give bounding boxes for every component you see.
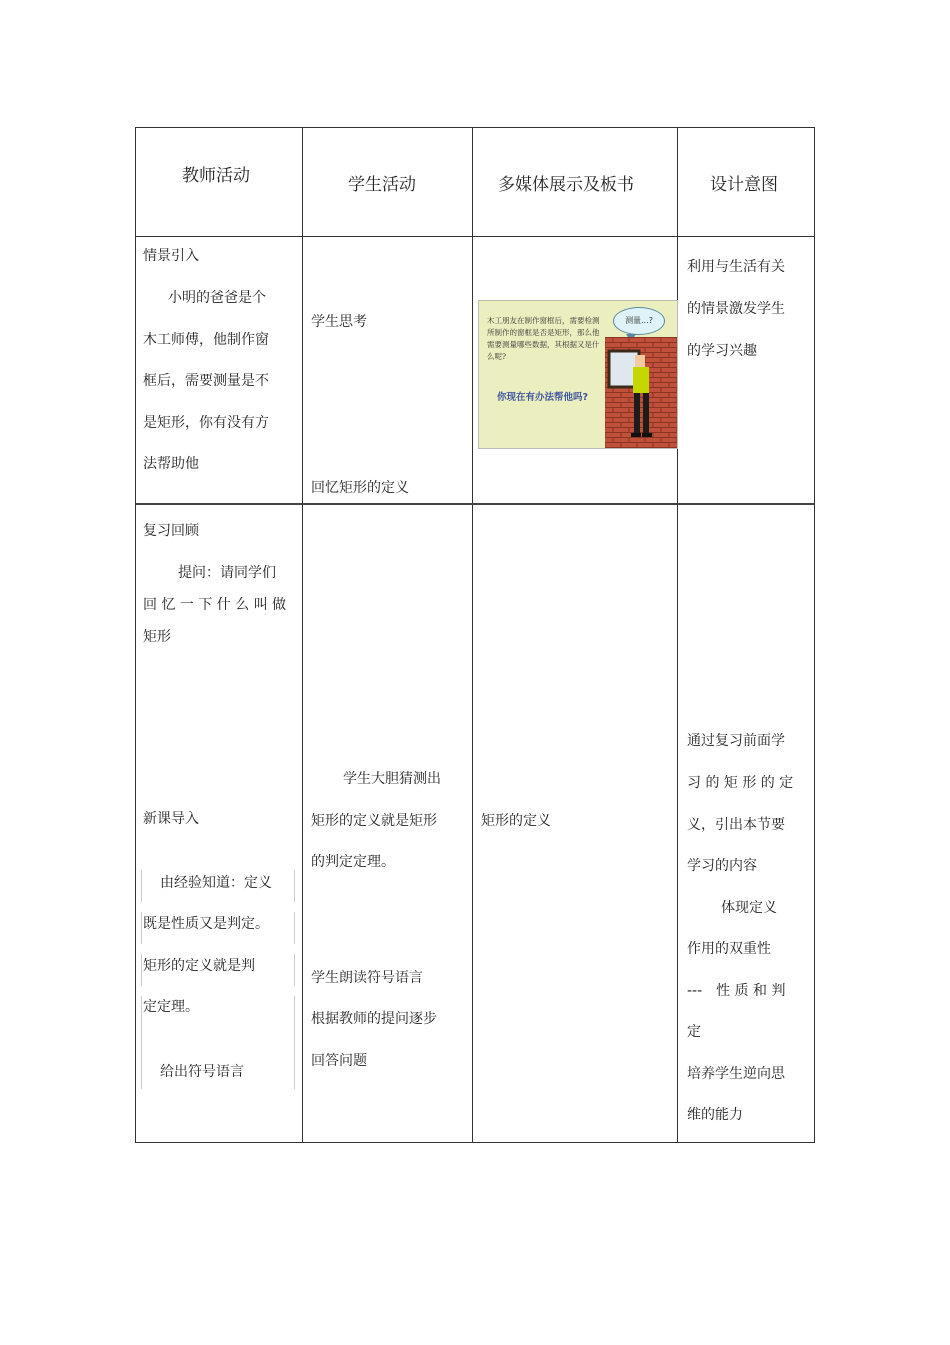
intent-text: 培养学生逆向思 [687, 1066, 785, 1082]
carpenter-illustration [605, 337, 677, 448]
intent-text: 维的能力 [687, 1107, 743, 1123]
intent-text: 的学习兴趣 [687, 343, 757, 359]
intent-text: --- 性 质 和 判 [687, 983, 786, 999]
teacher-text: 定定理。 [143, 999, 199, 1015]
header-teacher-activity: 教师活动 [182, 166, 250, 186]
student-text: 学生思考 [311, 314, 367, 330]
teacher-text: 法帮助他 [143, 456, 199, 472]
header-media-board: 多媒体展示及板书 [498, 175, 634, 195]
slide-question: 你现在有办法帮他吗? [497, 392, 589, 403]
header-design-intent: 设计意图 [710, 175, 778, 195]
student-text: 回答问题 [311, 1053, 367, 1069]
teacher-text: 由经验知道：定义 [160, 875, 272, 891]
intent-text: 作用的双重性 [687, 941, 771, 957]
teacher-text: 木工师傅，他制作窗 [143, 332, 269, 348]
teacher-text: 矩形 [143, 629, 171, 645]
student-text: 回忆矩形的定义 [311, 480, 409, 496]
header-student-activity: 学生活动 [348, 175, 416, 195]
slide-text: 木工朋友在制作窗框后，需要检测所制作的窗框是否是矩形，那么他需要测量哪些数据，其根据又是什么呢? [487, 316, 600, 361]
intent-text: 体现定义 [721, 900, 777, 916]
student-text: 的判定定理。 [311, 854, 395, 870]
teacher-text: 矩形的定义就是判 [143, 958, 255, 974]
section-title-scenario: 情景引入 [143, 248, 199, 264]
section-title-new-lesson: 新课导入 [143, 811, 199, 827]
speech-bubble: 测量...? [613, 307, 665, 335]
student-text: 学生朗读符号语言 [311, 970, 423, 986]
slide-image [478, 300, 678, 449]
teacher-text: 是矩形，你有没有方 [143, 415, 269, 431]
intent-text: 义，引出本节要 [687, 817, 785, 833]
teacher-text: 框后，需要测量是不 [143, 373, 269, 389]
student-text: 矩形的定义就是矩形 [311, 813, 437, 829]
board-text: 矩形的定义 [481, 813, 551, 829]
student-text: 根据教师的提问逐步 [311, 1011, 437, 1027]
section-title-review: 复习回顾 [143, 523, 199, 539]
intent-text: 定 [687, 1024, 701, 1040]
intent-text: 通过复习前面学 [687, 733, 785, 749]
teacher-text: 既是性质又是判定。 [143, 916, 269, 932]
row-divider [136, 236, 814, 237]
intent-text: 利用与生活有关 [687, 259, 785, 275]
teacher-text: 提问：请同学们 [178, 565, 276, 581]
student-text: 学生大胆猜测出 [343, 771, 441, 787]
intent-text: 习 的 矩 形 的 定 [687, 775, 794, 791]
row-divider [136, 503, 814, 505]
column-divider [677, 128, 678, 1142]
column-divider [472, 128, 473, 1142]
intent-text: 的情景激发学生 [687, 301, 785, 317]
teacher-text: 小明的爸爸是个 [168, 290, 266, 306]
intent-text: 学习的内容 [687, 858, 757, 874]
teacher-text: 回 忆 一 下 什 么 叫 做 [143, 597, 287, 613]
teacher-text: 给出符号语言 [160, 1064, 244, 1080]
column-divider [302, 128, 303, 1142]
